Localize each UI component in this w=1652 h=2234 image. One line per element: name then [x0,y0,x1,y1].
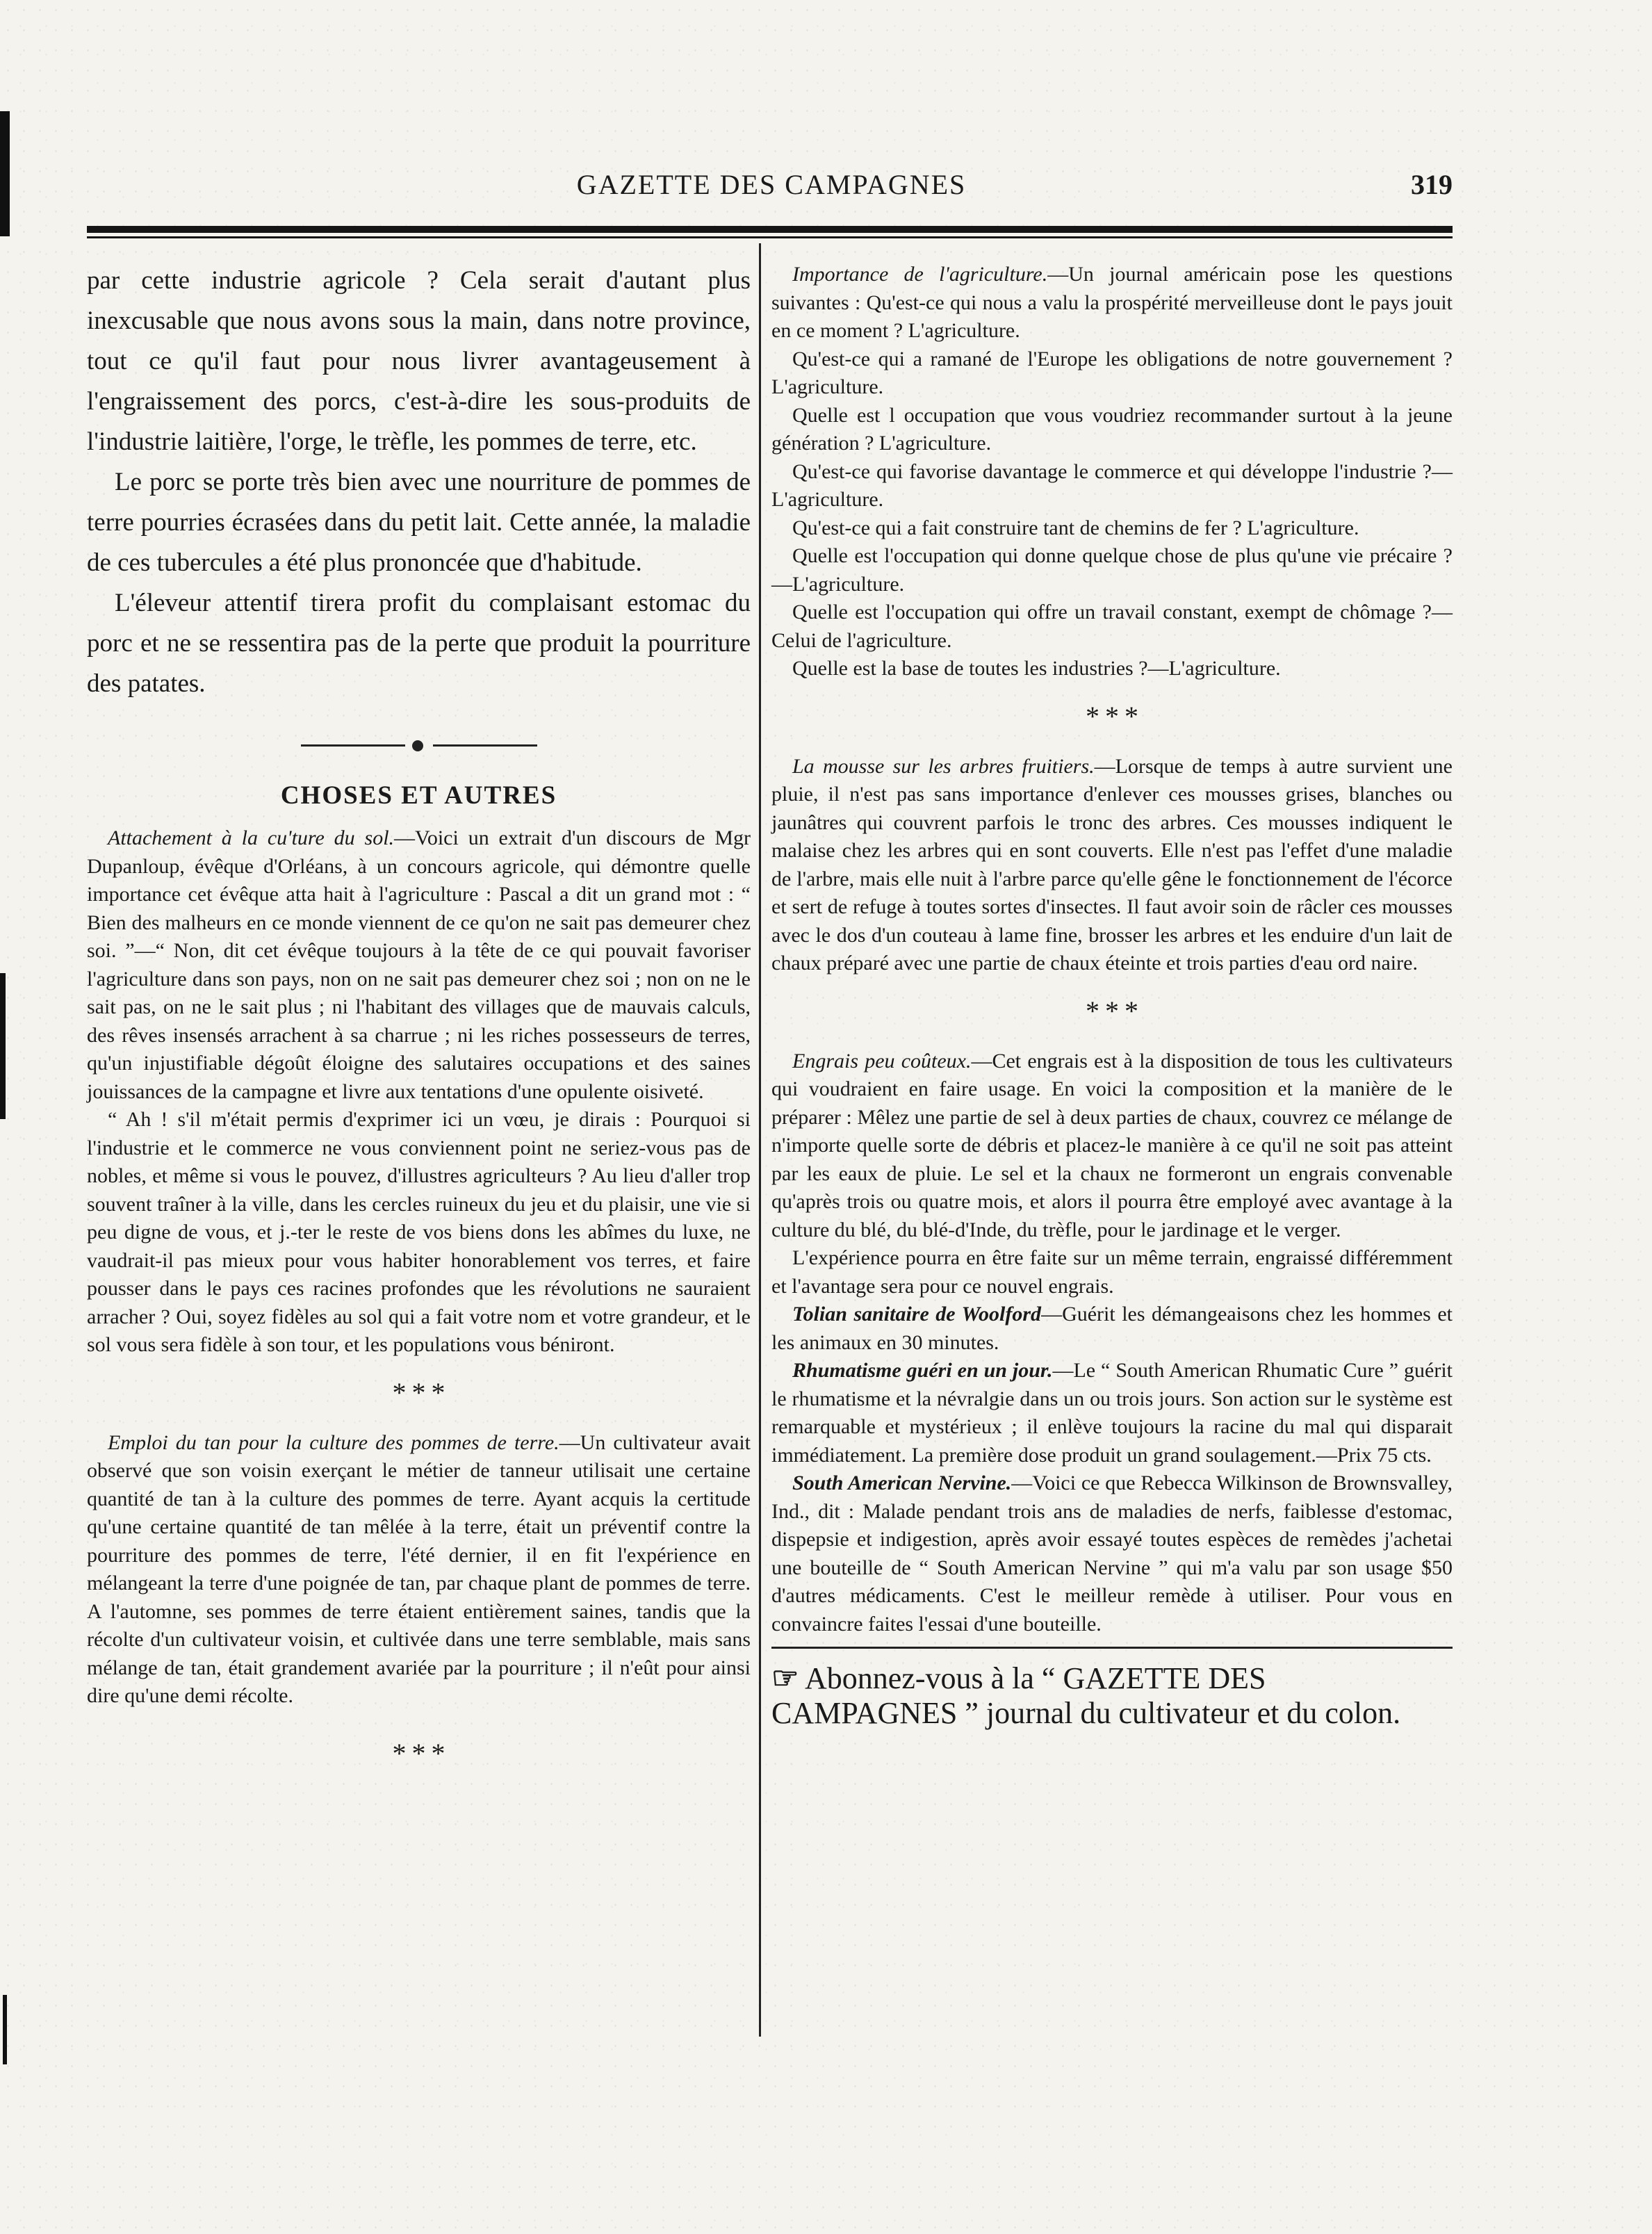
question-line: Quelle est l occupation que vous voudriez recommander surtout à la jeune génération ? L'agriculture. [771,403,1453,455]
section-heading: CHOSES ET AUTRES [280,781,557,810]
article-title: Engrais peu coûteux. [792,1049,972,1073]
article-title: Importance de l'agriculture. [792,263,1048,286]
article-attachement [87,824,751,1106]
intro-paragraph: par cette industrie agricole ? Cela serait d'autant plus inexcusable que nous avons sous la main, dans notre province, tout ce qu'il faut pour nous livrer avantageusement à l'engraissement des porcs, c'est-à-dire les sous-produits de l'industrie laitière, l'orge, le trèfle, les pommes de terre, etc. [87,266,751,456]
advert-text: —Voici ce que Rebecca Wilkinson de Brownsvalley, Ind., dit : Malade pendant trois ans de maladies de nerfs, faiblesse d'estomac, dispepsie et indigestion, après avoir essayé toutes espèces de remèdes j'achetai une bouteille de “ South American Nervine ” qui m'a valu par son usage $50 d'autres médicaments. C'est le meilleur remède à utiliser. Pour vous en convaincre faites l'essai d'une bouteille. [771,1471,1453,1636]
advert-title: Tolian sanitaire de Woolford [792,1303,1042,1326]
column-divider [759,243,761,2037]
advert-tolian [771,1301,1453,1357]
article-title: Attachement à la cu'ture du sol. [108,826,395,849]
article-text: —Voici un extrait d'un discours de Mgr Dupanloup, évêque d'Orléans, à un concours agricole, qui démontre quelle importance cet évêque atta hait à l'agriculture : Pascal a dit un grand mot : “ Bien des malheurs en ce monde viennent de ce qu'on ne sait pas demeurer chez soi. ”—“ Non, dit cet évêque toujours à la tête de ce qui pouvait favoriser l'agriculture dans son pays, non on ne sait pas demeurer chez soi ; non on ne le sait pas, on ne le sait plus ; ni l'habitant des villages que de mauvais calculs, des rêves insensés arrachent à sa charrue ; ni les riches possesseurs de terres, qu'un injustifiable dégoût éloigne des salutaires occupations et des saines jouissances de la campagne et livre aux tentations d'une opulente oisiveté. [87,826,751,1103]
asterism: * * * [1085,995,1138,1027]
header-rule-thin [87,236,1453,238]
article-text: —Un cultivateur avait observé que son voisin exerçant le métier de tanneur utilisait une certaine quantité de tan à la culture des pommes de terre. Ayant acquis la certitude qu'une certaine quantité de tan mêlée à la terre, était un préventif contre la pourriture des pommes de terre, l'été dernier, il en fit l'expérience en mélangeant la terre d'une poignée de tan, par chaque plant de pommes de terre. A l'automne, ses pommes de terre étaient entièrement saines, tandis que la récolte d'un cultivateur voisin, et cultivée dans une terre semblable, mais sans mélange de tan, était grandement avariée par la pourriture ; il n'eût pour ainsi dire qu'une demi récolte. [87,1430,751,1707]
running-title: GAZETTE DES CAMPAGNES [576,169,967,200]
notice-rule [771,1647,1453,1649]
article-emploi [87,1429,751,1711]
intro-paragraph: Le porc se porte très bien avec une nourriture de pommes de terre pourries écrasées dans du petit lait. Cette année, la maladie de ces tubercules a été plus prononcée que d'habitude. [87,468,751,577]
article-engrais [771,1047,1453,1245]
question-line: Qu'est-ce qui a ramané de l'Europe les obligations de notre gouvernement ? L'agriculture. [771,347,1453,398]
article-text: —Cet engrais est à la disposition de tous les cultivateurs qui voudraient en faire usage. En voici la composition et la manière de le préparer : Mêlez une partie de sel à deux parties de chaux, couvrez ce mélange de n'importe quelle sorte de débris et placez-le manière à ce qu'il ne soit pas atteint par les eaux de pluie. Le sel et la chaux ne formeront un engrais convenable qu'après trois ou quatre mois, et alors il pourra être employé avec avantage à la culture du blé, du blé-d'Inde, du trèfle, pour le jardinage et le verger. [771,1049,1453,1241]
left-edge-binding-mark-3 [3,1995,7,2064]
pointing-hand-icon: ☞ [771,1661,799,1695]
asterism: * * * [1085,700,1138,732]
question-line: Quelle est la base de toutes les industries ?—L'agriculture. [792,657,1281,680]
left-edge-binding-mark [0,111,10,236]
advert-nervine [771,1469,1453,1638]
question-line: Quelle est l'occupation qui donne quelque chose de plus qu'une vie précaire ?—L'agriculture. [771,544,1453,596]
advert-title: Rhumatisme guéri en un jour. [792,1359,1053,1382]
notice-text: Abonnez-vous à la “ GAZETTE DES CAMPAGNES ” journal du cultivateur et du colon. [771,1661,1401,1730]
page-header [90,160,1453,215]
ornament-rule [301,737,537,753]
right-column [771,261,1453,1761]
question-line: Qu'est-ce qui favorise davantage le commerce et qui développe l'industrie ?—L'agriculture. [771,459,1453,511]
article-importance [771,261,1453,345]
article-engrais-cont: L'expérience pourra en être faite sur un même terrain, engraissé différemment et l'avantage sera pour ce nouvel engrais. [771,1246,1453,1298]
left-edge-binding-mark-2 [0,973,6,1119]
page-number: 319 [1411,169,1453,200]
header-rule-thick [87,226,1453,233]
article-title: Emploi du tan pour la culture des pommes de terre. [108,1430,559,1454]
intro-paragraph: L'éleveur attentif tirera profit du complaisant estomac du porc et ne se ressentira pas de la perte que produit la pourriture des patates. [87,589,751,698]
article-text: —Un journal américain pose les questions suivantes : Qu'est-ce qui nous a valu la prospérité merveilleuse dont le pays jouit en ce moment ? L'agriculture. [771,263,1453,342]
asterism: * * * [392,1737,445,1769]
advert-title: South American Nervine. [792,1471,1012,1494]
question-line: Qu'est-ce qui a fait construire tant de chemins de fer ? L'agriculture. [792,516,1359,539]
subscription-notice [771,1661,1453,1731]
article-quote: “ Ah ! s'il m'était permis d'exprimer ici un vœu, je dirais : Pourquoi si l'industrie et le commerce ne vous conviennent point ne seriez-vous pas de nobles, et même si vous le pouvez, d'illustres agriculteurs ? Au lieu d'aller trop souvent traîner à la ville, dans les cercles ruineux du jeu et du plaisir, une vie si peu digne de vous, et j.-ter le reste de vos biens dons les abîmes du luxe, ne vaudrait-il pas mieux pour vous habiter honorablement vos terres, et faire pousser dans le pays ces racines profondes que les révolutions ne sauraient arracher ? Oui, soyez fidèles au sol qui a fait votre nom et votre grandeur, et le sol vous sera fidèle à son tour, et les populations vous béniront. [87,1108,751,1356]
advert-text: —Le “ South American Rhumatic Cure ” guérit le rhumatisme et la névralgie dans un ou trois jours. Son action sur le système est remarquable et mystérieux ; il enlève toujours la racine du mal qui disparait immédiatement. La première dose produit un grand soulagement.—Prix 75 cts. [771,1359,1453,1467]
asterism: * * * [392,1376,445,1408]
question-line: Quelle est l'occupation qui offre un travail constant, exempt de chômage ?—Celui de l'agriculture. [771,601,1453,652]
advert-text: —Guérit les démangeaisons chez les hommes et les animaux en 30 minutes. [771,1303,1453,1354]
left-column [87,261,751,1790]
article-mousse [771,753,1453,978]
article-title: La mousse sur les arbres fruitiers. [792,754,1095,778]
advert-rhumatisme [771,1357,1453,1469]
article-text: —Lorsque de temps à autre survient une pluie, il n'est pas sans importance d'enlever ces mousses grises, blanches ou jaunâtres qui couvrent parfois le tronc des arbres. Ces mousses indiquent le malaise chez les arbres qui en sont couverts. Elle n'est pas l'effet d'une maladie de l'arbre, mais elle nuit à l'arbre parce qu'elle gêne le fonctionnement de l'écorce et sert de refuge à toutes sortes d'insectes. Il faut avoir soin de râcler ces mousses avec le dos d'un couteau à lame fine, brosser les arbres et les enduire d'un lait de chaux préparé avec une partie de chaux éteinte et trois parties d'eau ord naire. [771,754,1453,975]
